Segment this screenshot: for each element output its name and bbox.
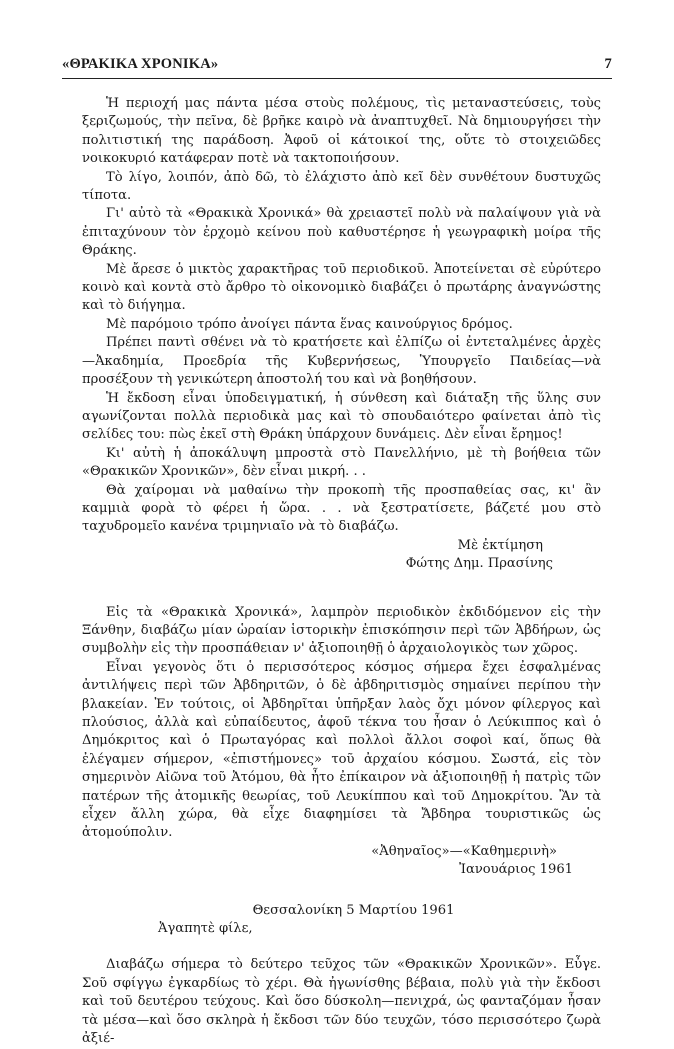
- page-number: 7: [604, 56, 612, 72]
- press-date: Ἰανουάριος 1961: [459, 862, 573, 878]
- letter-signature: Φώτης Δημ. Πρασίνης: [405, 556, 553, 572]
- press-note: [82, 604, 601, 880]
- paragraph: Μὲ ἄρεσε ὁ μικτὸς χαρακτῆρας τοῦ περιοδικοῦ. Ἀποτείνεται σὲ εὐρύτερο κοινὸ καὶ κοντὰ στὸ ἄρθρο τὸ οἰκονομικὸ διαβάζει ὁ πρωτάρης ἀναγνώστης καὶ τὸ διήγημα.: [82, 261, 601, 314]
- letter-greeting: Ἀγαπητὲ φίλε,: [158, 921, 253, 937]
- paragraph: Εἰς τὰ «Θρακικὰ Χρονικά», λαμπρὸν περιοδικὸν ἐκδιδόμενον εἰς τὴν Ξάνθην, διαβάζω μίαν ὡραίαν ἱστορικὴν ἐπισκόπησιν περὶ τῶν Ἀβδήρων, ὡς συμβολὴν εἰς τὴν προσπάθειαν ν' ἀξιοποιηθῇ ὁ ἀρχαιολογικὸς των χῶρος.: [82, 604, 601, 657]
- page-body: [82, 95, 601, 1049]
- letter-prasinis: [82, 95, 601, 574]
- letter-date-line: Θεσσαλονίκη 5 Μαρτίου 1961: [252, 902, 455, 918]
- paragraph: Ἡ περιοχή μας πάντα μέσα στοὺς πολέμους, τὶς μεταναστεύσεις, τοὺς ξεριζωμούς, τὴν πεῖνα, δὲ βρῆκε καιρὸ νὰ ἀναπτυχθεῖ. Νὰ δημιουργήσει τὴν πολιτιστική της παράδοση. Ἀφοῦ οἱ κάτοικοί της, οὔτε τὸ στοιχειῶδες νοικοκυριό κατάφεραν ποτὲ νὰ τακτοποιήσουν.: [82, 96, 601, 167]
- paragraph: Εἶναι γεγονὸς ὅτι ὁ περισσότερος κόσμος σήμερα ἔχει ἐσφαλμένας ἀντιλήψεις περὶ τῶν Ἀβδηριτῶν, ὁ δὲ ἀβδηριτισμὸς σημαίνει περίπου τὴν βλακείαν. Ἐν τούτοις, οἱ Ἀβδηρῖται ὑπῆρξαν λαὸς ὄχι μόνον φίλεργος καὶ πλούσιος, ἀλλὰ καὶ εὐπαίδευτος, ἀφοῦ τέκνα του ἦσαν ὁ Λεύκιππος καὶ ὁ Δημόκριτος καὶ ὁ Πρωταγόρας καὶ πολλοὶ ἄλλοι σοφοὶ καί, ὅπως θὰ ἐλέγαμεν σήμερον, «ἐπιστήμονες» τοῦ ἀρχαίου κόσμου. Σωστά, εἰς τὸν σημερινὸν Αἰῶνα τοῦ Ἀτόμου, θὰ ἦτο ἐπίκαιρον νὰ ἀξιοποιηθῇ ἡ πατρὶς τῶν πατέρων τῆς ἀτομικῆς θεωρίας, τοῦ Λευκίππου καὶ τοῦ Δημοκρίτου. Ἂν τὰ εἶχεν ἄλλη χώρα, θὰ εἶχε διαφημίσει τὰ Ἄβδηρα τουριστικῶς ὡς ἀτομούπολιν.: [82, 659, 601, 841]
- letter-thessaloniki: [82, 902, 601, 1049]
- running-header: [62, 56, 612, 73]
- letter-closing: Μὲ ἐκτίμηση: [457, 537, 543, 553]
- section-spacer: [82, 574, 601, 604]
- paragraph: Μὲ παρόμοιο τρόπο ἀνοίγει πάντα ἕνας καινούργιος δρόμος.: [106, 316, 513, 332]
- paragraph: Γι' αὐτὸ τὰ «Θρακικὰ Χρονικά» θὰ χρειαστεῖ πολὺ νὰ παλαίψουν γιὰ νὰ ἐπιταχύνουν τὸν ἐρχομὸ κείνου ποὺ καθυστέρησε ἡ γεωγραφικὴ μοίρα τῆς Θράκης.: [82, 206, 601, 259]
- section-spacer: [82, 880, 601, 902]
- paragraph: Διαβάζω σήμερα τὸ δεύτερο τεῦχος τῶν «Θρακικῶν Χρονικῶν». Εὖγε. Σοῦ σφίγγω ἐγκαρδίως τὸ χέρι. Θὰ ἠγωνίσθης βέβαια, πολὺ γιὰ τὴν ἔκδοσι καὶ τοῦ δευτέρου τεύχους. Καὶ ὅσο δύσκολη—πενιχρά, ὡς φανταζόμαν ἦσαν τὰ μέσα—καὶ ὅσο σκληρὰ ἡ ἔκδοσι τῶν δύο τευχῶν, τόσο περισσότερο ζωρὰ ἀξιέ-: [82, 957, 601, 1047]
- paragraph: Κι' αὐτὴ ἡ ἀποκάλυψη μπροστὰ στὸ Πανελλήνιο, μὲ τὴ βοήθεια τῶν «Θρακικῶν Χρονικῶν», δὲν εἶναι μικρή. . .: [82, 445, 601, 480]
- journal-title: «ΘΡΑΚΙΚΑ ΧΡΟΝΙΚΑ»: [62, 56, 219, 72]
- header-rule: [62, 78, 612, 79]
- paragraph: Ἡ ἔκδοση εἶναι ὑποδειγματική, ἡ σύνθεση καὶ διάταξη τῆς ὕλης συν αγωνίζονται πολλὰ περιοδικὰ μας καὶ τὸ σπουδαιότερο φαίνεται ἀπὸ τὶς σελίδες του: πὼς ἐκεῖ στὴ Θράκη ὑπάρχουν δυνάμεις. Δὲν εἶναι ἔρημος!: [82, 390, 601, 443]
- press-source: «Ἀθηναῖος»—«Καθημερινὴ»: [371, 843, 557, 859]
- paragraph: Πρέπει παντὶ σθένει νὰ τὸ κρατήσετε καὶ ἐλπίζω οἱ ἐντεταλμένες ἀρχὲς—Ἀκαδημία, Προεδρία τῆς Κυβερνήσεως, Ὑπουργεῖο Παιδείας—νὰ προσέξουν τὴ γενικώτερη ἀποστολή του καὶ νὰ βοηθήσουν.: [82, 335, 601, 388]
- paragraph: Θὰ χαίρομαι νὰ μαθαίνω τὴν προκοπὴ τῆς προσπαθείας σας, κι' ἂν καμμιὰ φορὰ τὸ φέρει ἡ ὥρα. . . νὰ ξεστρατίσετε, βάζετέ μου στὸ ταχυδρομεῖο κανένα τριμηνιαῖο νὰ τὸ διαβάζω.: [82, 482, 601, 535]
- paragraph: Τὸ λίγο, λοιπόν, ἀπὸ δῶ, τὸ ἐλάχιστο ἀπὸ κεῖ δὲν συνθέτουν δυστυχῶς τίποτα.: [82, 169, 601, 204]
- spacer: [82, 938, 601, 956]
